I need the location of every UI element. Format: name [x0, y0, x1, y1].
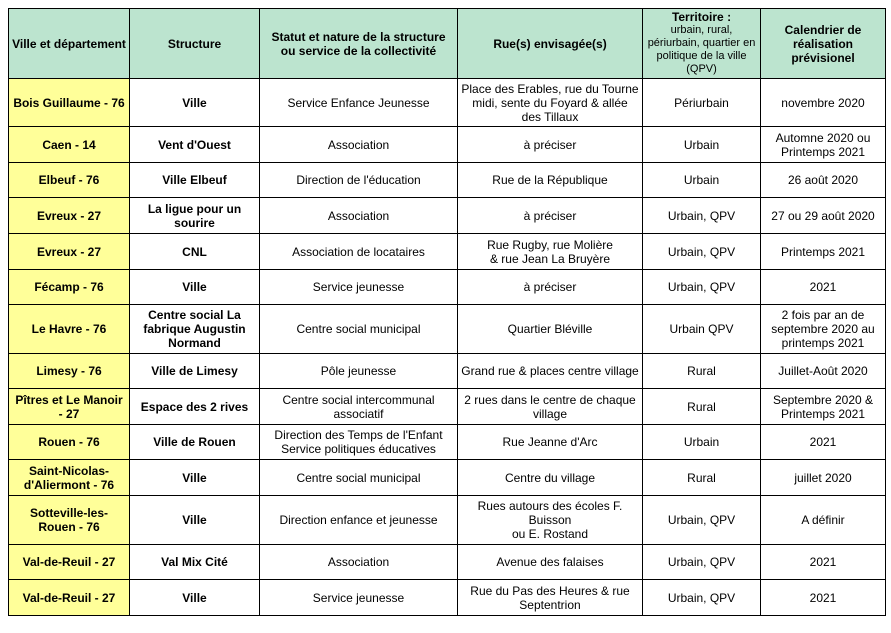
cell-ville: Evreux - 27: [9, 234, 130, 270]
cell-ville: Saint-Nicolas-d'Aliermont - 76: [9, 460, 130, 496]
table-row: [9, 460, 886, 496]
cell-calendrier: 2021: [761, 545, 886, 580]
cell-calendrier: 26 août 2020: [761, 163, 886, 198]
cell-calendrier: Printemps 2021: [761, 234, 886, 270]
cell-ville: Elbeuf - 76: [9, 163, 130, 198]
cell-statut: Service Enfance Jeunesse: [260, 79, 458, 127]
header-statut: Statut et nature de la structure ou service de la collectivité: [260, 9, 458, 79]
cell-ville: Rouen - 76: [9, 425, 130, 460]
cell-structure: La ligue pour un sourire: [130, 198, 260, 234]
table-row: [9, 496, 886, 545]
cell-rues: à préciser: [458, 270, 643, 305]
table-row: [9, 305, 886, 354]
cell-rues: Rues autours des écoles F. Buisson ou E. Rostand: [458, 496, 643, 545]
header-calendrier: Calendrier de réalisation prévisionel: [761, 9, 886, 79]
cell-territoire: Urbain, QPV: [643, 270, 761, 305]
cell-rues: Rue du Pas des Heures & rue Septentrion: [458, 580, 643, 616]
cell-rues: à préciser: [458, 198, 643, 234]
cell-ville: Evreux - 27: [9, 198, 130, 234]
cell-structure: Ville: [130, 79, 260, 127]
cell-territoire: Rural: [643, 460, 761, 496]
cell-calendrier: juillet 2020: [761, 460, 886, 496]
cell-territoire: Urbain QPV: [643, 305, 761, 354]
cell-statut: Association: [260, 127, 458, 163]
header-ville: Ville et département: [9, 9, 130, 79]
cell-rues: Place des Erables, rue du Tourne midi, sente du Foyard & allée des Tillaux: [458, 79, 643, 127]
cell-calendrier: novembre 2020: [761, 79, 886, 127]
table-row: [9, 127, 886, 163]
table-row: [9, 580, 886, 616]
cell-rues: Rue Rugby, rue Molière & rue Jean La Bruyère: [458, 234, 643, 270]
header-structure: Structure: [130, 9, 260, 79]
cell-statut: Pôle jeunesse: [260, 354, 458, 389]
cell-rues: Grand rue & places centre village: [458, 354, 643, 389]
cell-territoire: Urbain, QPV: [643, 234, 761, 270]
cell-structure: Ville Elbeuf: [130, 163, 260, 198]
cell-territoire: Urbain, QPV: [643, 580, 761, 616]
cell-structure: CNL: [130, 234, 260, 270]
cell-structure: Centre social La fabrique Augustin Normand: [130, 305, 260, 354]
cell-calendrier: A définir: [761, 496, 886, 545]
cell-structure: Ville de Limesy: [130, 354, 260, 389]
cell-ville: Sotteville-les-Rouen - 76: [9, 496, 130, 545]
cell-rues: 2 rues dans le centre de chaque village: [458, 389, 643, 425]
cell-rues: Quartier Bléville: [458, 305, 643, 354]
cell-statut: Direction de l'éducation: [260, 163, 458, 198]
header-territoire-title: Territoire :: [671, 10, 732, 24]
cell-ville: Caen - 14: [9, 127, 130, 163]
cell-statut: Service jeunesse: [260, 270, 458, 305]
cell-territoire: Rural: [643, 354, 761, 389]
cell-statut: Centre social intercommunal associatif: [260, 389, 458, 425]
cell-rues: Rue de la République: [458, 163, 643, 198]
projects-table: [8, 8, 886, 616]
table-row: [9, 270, 886, 305]
cell-calendrier: Automne 2020 ou Printemps 2021: [761, 127, 886, 163]
cell-calendrier: 27 ou 29 août 2020: [761, 198, 886, 234]
cell-statut: Association de locataires: [260, 234, 458, 270]
cell-calendrier: 2021: [761, 580, 886, 616]
cell-statut: Direction des Temps de l'Enfant Service politiques éducatives: [260, 425, 458, 460]
cell-territoire: Urbain, QPV: [643, 198, 761, 234]
cell-structure: Ville: [130, 580, 260, 616]
cell-structure: Ville: [130, 270, 260, 305]
table-row: [9, 163, 886, 198]
cell-statut: Centre social municipal: [260, 305, 458, 354]
table-row: [9, 389, 886, 425]
header-territoire: [643, 9, 761, 79]
cell-ville: Limesy - 76: [9, 354, 130, 389]
cell-statut: Service jeunesse: [260, 580, 458, 616]
cell-ville: Fécamp - 76: [9, 270, 130, 305]
cell-territoire: Urbain, QPV: [643, 545, 761, 580]
cell-rues: à préciser: [458, 127, 643, 163]
cell-rues: Centre du village: [458, 460, 643, 496]
cell-structure: Ville de Rouen: [130, 425, 260, 460]
cell-ville: Bois Guillaume - 76: [9, 79, 130, 127]
cell-territoire: Urbain, QPV: [643, 496, 761, 545]
table-row: [9, 198, 886, 234]
table-row: [9, 425, 886, 460]
cell-territoire: Urbain: [643, 163, 761, 198]
cell-territoire: Urbain: [643, 425, 761, 460]
cell-territoire: Urbain: [643, 127, 761, 163]
cell-statut: Centre social municipal: [260, 460, 458, 496]
cell-calendrier: 2021: [761, 425, 886, 460]
cell-structure: Ville: [130, 496, 260, 545]
cell-calendrier: 2 fois par an de septembre 2020 au printemps 2021: [761, 305, 886, 354]
cell-statut: Direction enfance et jeunesse: [260, 496, 458, 545]
cell-rues: Rue Jeanne d'Arc: [458, 425, 643, 460]
cell-ville: Val-de-Reuil - 27: [9, 545, 130, 580]
cell-territoire: Rural: [643, 389, 761, 425]
cell-statut: Association: [260, 198, 458, 234]
cell-ville: Pîtres et Le Manoir - 27: [9, 389, 130, 425]
cell-ville: Val-de-Reuil - 27: [9, 580, 130, 616]
cell-structure: Ville: [130, 460, 260, 496]
header-row: [9, 9, 886, 79]
cell-structure: Val Mix Cité: [130, 545, 260, 580]
cell-calendrier: Septembre 2020 & Printemps 2021: [761, 389, 886, 425]
table-row: [9, 234, 886, 270]
cell-structure: Espace des 2 rives: [130, 389, 260, 425]
cell-territoire: Périurbain: [643, 79, 761, 127]
table-row: [9, 545, 886, 580]
table-row: [9, 354, 886, 389]
cell-calendrier: 2021: [761, 270, 886, 305]
cell-rues: Avenue des falaises: [458, 545, 643, 580]
header-rues: Rue(s) envisagée(s): [458, 9, 643, 79]
cell-calendrier: Juillet-Août 2020: [761, 354, 886, 389]
header-territoire-sub: urbain, rural, périurbain, quartier en politique de la ville (QPV): [647, 24, 756, 75]
cell-statut: Association: [260, 545, 458, 580]
table-row: [9, 79, 886, 127]
cell-ville: Le Havre - 76: [9, 305, 130, 354]
cell-structure: Vent d'Ouest: [130, 127, 260, 163]
